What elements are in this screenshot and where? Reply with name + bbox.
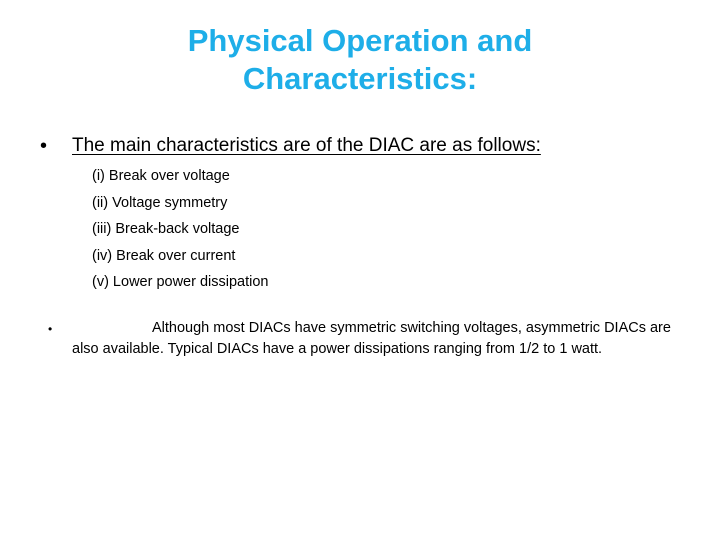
list-item: (ii) Voltage symmetry — [92, 194, 228, 211]
characteristics-list — [92, 163, 269, 296]
title-line-2: Characteristics: — [242, 61, 478, 96]
bullet-marker: • — [40, 135, 48, 157]
list-item: (iii) Break-back voltage — [92, 221, 240, 237]
title-line-1: Physical Operation and — [187, 23, 533, 58]
diac-note-text: Although most DIACs have symmetric switching voltages, asymmetric DIACs are also available. Typical DIACs have a power dissipations ranging from 1/2 to 1 watt. — [72, 320, 671, 357]
bullet-characteristics-text: The main characteristics are of the DIAC are as follows: — [72, 135, 541, 156]
list-item: (i) Break over voltage — [92, 168, 230, 184]
list-item: (v) Lower power dissipation — [92, 274, 269, 290]
bullet-diac-note — [48, 318, 672, 360]
bullet-characteristics — [40, 132, 541, 160]
slide-title — [60, 22, 660, 98]
list-item: (iv) Break over current — [92, 247, 236, 264]
bullet-marker: • — [48, 322, 53, 336]
diac-note-paragraph — [72, 318, 672, 360]
